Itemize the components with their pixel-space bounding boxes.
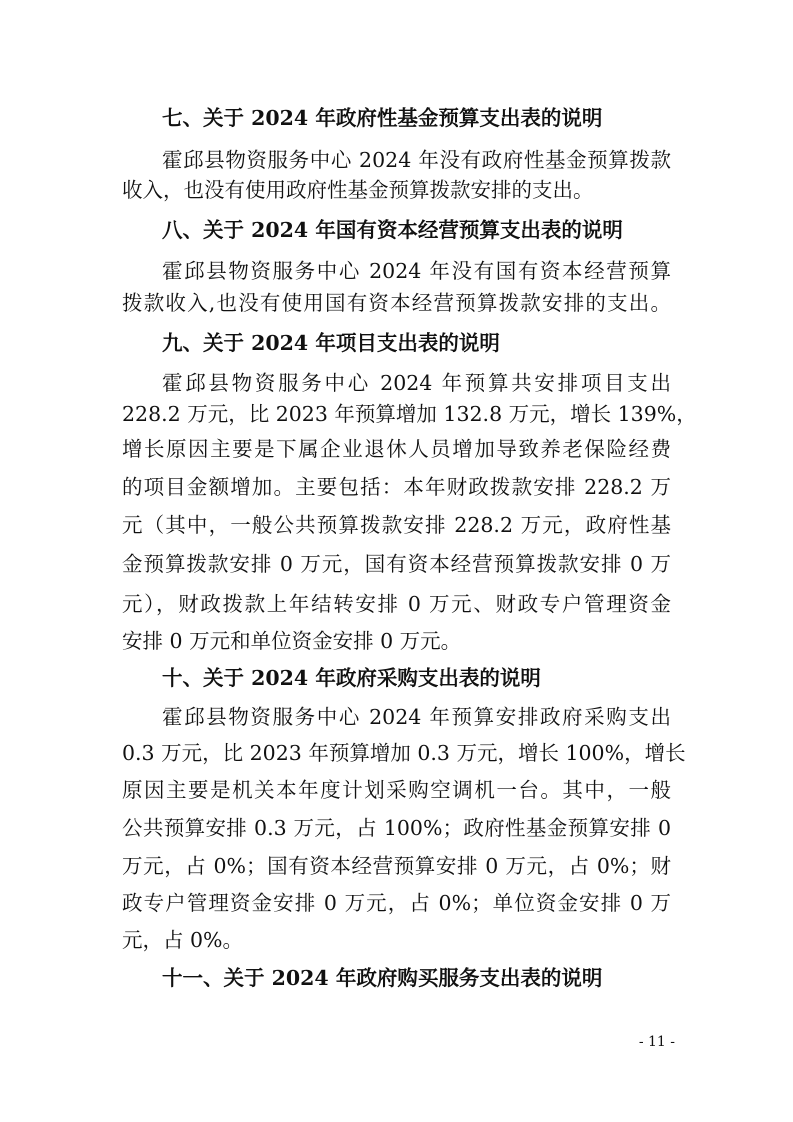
- section-9-para-line-2: 228.2 万元，比 2023 年预算增加 132.8 万元，增长 139%，: [122, 402, 697, 426]
- page-number: - 11 -: [638, 1034, 675, 1050]
- section-7-para-line-2: 收入，也没有使用政府性基金预算拨款安排的支出。: [122, 178, 594, 202]
- section-10-para-line-2: 0.3 万元，比 2023 年预算增加 0.3 万元，增长 100%，增长: [122, 741, 686, 765]
- section-10-para-line-1: 霍邱县物资服务中心 2024 年预算安排政府采购支出: [162, 705, 671, 729]
- section-9-para-line-5: 元（其中，一般公共预算拨款安排 228.2 万元，政府性基: [122, 513, 671, 537]
- section-9-para-line-1: 霍邱县物资服务中心 2024 年预算共安排项目支出: [162, 371, 671, 395]
- section-9-para-line-4: 的项目金额增加。主要包括：本年财政拨款安排 228.2 万: [122, 475, 671, 499]
- section-10-heading: 十、关于 2024 年政府采购支出表的说明: [162, 666, 541, 690]
- section-10-para-line-7: 元，占 0%。: [122, 928, 244, 952]
- section-9-heading: 九、关于 2024 年项目支出表的说明: [162, 331, 500, 355]
- section-7-para-line-1: 霍邱县物资服务中心 2024 年没有政府性基金预算拨款: [162, 148, 671, 172]
- section-9-para-line-7: 元），财政拨款上年结转安排 0 万元、财政专户管理资金: [122, 592, 671, 616]
- section-9-para-line-3: 增长原因主要是下属企业退休人员增加导致养老保险经费: [122, 437, 671, 461]
- section-10-para-line-5: 万元，占 0%；国有资本经营预算安排 0 万元，占 0%；财: [122, 854, 671, 878]
- section-9-para-line-8: 安排 0 万元和单位资金安排 0 万元。: [122, 629, 462, 653]
- section-8-heading: 八、关于 2024 年国有资本经营预算支出表的说明: [162, 218, 623, 242]
- section-9-para-line-6: 金预算拨款安排 0 万元，国有资本经营预算拨款安排 0 万: [122, 552, 671, 576]
- section-10-para-line-6: 政专户管理资金安排 0 万元，占 0%；单位资金安排 0 万: [122, 891, 671, 915]
- section-11-heading: 十一、关于 2024 年政府购买服务支出表的说明: [162, 966, 603, 990]
- section-10-para-line-3: 原因主要是机关本年度计划采购空调机一台。其中，一般: [122, 778, 671, 802]
- section-8-para-line-2: 拨款收入,也没有使用国有资本经营预算拨款安排的支出。: [122, 291, 671, 315]
- section-10-para-line-4: 公共预算安排 0.3 万元，占 100%；政府性基金预算安排 0: [122, 816, 671, 840]
- section-7-heading: 七、关于 2024 年政府性基金预算支出表的说明: [162, 106, 603, 130]
- section-8-para-line-1: 霍邱县物资服务中心 2024 年没有国有资本经营预算: [162, 259, 671, 283]
